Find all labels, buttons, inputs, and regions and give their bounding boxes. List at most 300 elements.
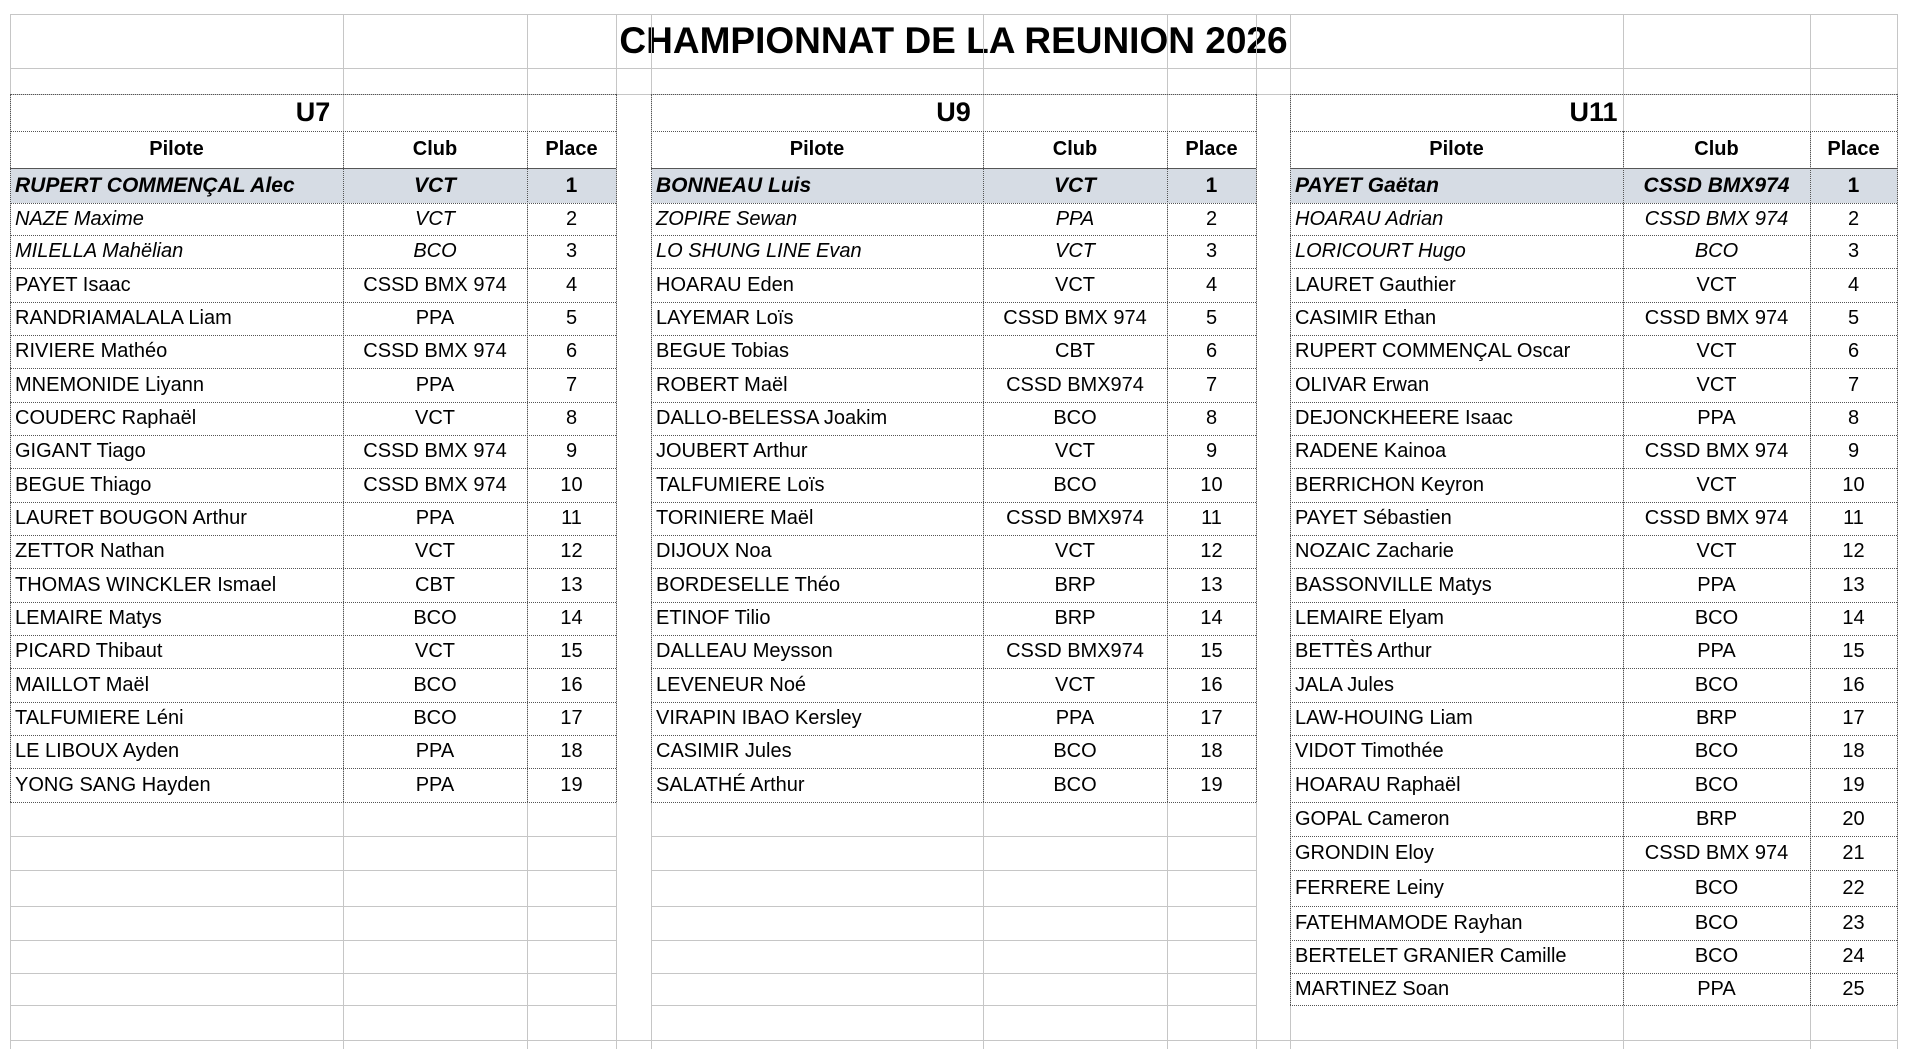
club-cell: VCT	[1055, 240, 1095, 262]
pilote-cell: RADENE Kainoa	[1295, 440, 1447, 462]
grid-line	[10, 1005, 616, 1006]
column-header-place: Place	[1827, 138, 1880, 160]
place-cell: 16	[560, 673, 583, 696]
grid-line	[1290, 131, 1897, 132]
pilote-cell: GOPAL Cameron	[1295, 807, 1450, 830]
grid-line	[10, 131, 616, 132]
pilote-cell: ZETTOR Nathan	[15, 540, 165, 562]
place-cell: 19	[560, 773, 583, 796]
grid-line	[10, 602, 616, 603]
pilote-cell: TALFUMIERE Léni	[15, 707, 184, 729]
pilote-cell: LO SHUNG LINE Evan	[656, 240, 862, 262]
pilote-cell: ROBERT Maël	[656, 373, 788, 396]
pilote-cell: LEMAIRE Matys	[15, 607, 162, 629]
place-cell: 5	[1205, 307, 1218, 329]
grid-line	[651, 735, 1256, 736]
club-cell: VCT	[1055, 440, 1095, 462]
pilote-cell: CASIMIR Jules	[656, 740, 792, 762]
club-cell: PPA	[415, 740, 455, 762]
club-cell: VCT	[1055, 673, 1095, 696]
pilote-cell: BERTELET GRANIER Camille	[1295, 945, 1567, 967]
club-cell: PPA	[1697, 977, 1736, 1000]
grid-line	[1810, 131, 1811, 1005]
club-cell: BCO	[413, 673, 457, 696]
pilote-cell: LAURET BOUGON Arthur	[15, 507, 247, 529]
grid-line	[651, 94, 652, 802]
grid-line	[1290, 940, 1897, 941]
grid-line	[1256, 94, 1257, 802]
grid-line	[651, 335, 1256, 336]
place-cell: 3	[565, 240, 578, 262]
pilote-cell: BERRICHON Keyron	[1295, 473, 1484, 496]
pilote-cell: BETTÈS Arthur	[1295, 640, 1432, 662]
club-cell: PPA	[1697, 640, 1736, 662]
grid-line	[527, 131, 528, 802]
grid-line	[651, 535, 1256, 536]
place-cell: 16	[1842, 673, 1865, 696]
club-cell: CSSD BMX 974	[1644, 440, 1789, 462]
club-cell: CSSD BMX974	[1643, 173, 1790, 197]
grid-line	[651, 870, 1256, 871]
place-cell: 21	[1842, 841, 1865, 864]
grid-line	[1623, 131, 1624, 1005]
place-cell: 7	[1205, 373, 1218, 396]
club-cell: CBT	[415, 573, 455, 596]
place-cell: 7	[565, 373, 578, 396]
grid-line	[651, 302, 1256, 303]
pilote-cell: MARTINEZ Soan	[1295, 977, 1450, 1000]
place-cell: 18	[1842, 740, 1865, 762]
place-cell: 17	[1200, 707, 1223, 729]
place-cell: 6	[1205, 340, 1218, 362]
grid-line	[10, 973, 616, 974]
grid-line	[1290, 973, 1897, 974]
grid-line	[651, 368, 1256, 369]
grid-line	[983, 131, 984, 802]
grid-line	[10, 335, 616, 336]
grid-line	[1290, 203, 1897, 204]
pilote-cell: TALFUMIERE Loïs	[656, 473, 825, 496]
grid-line	[651, 168, 1256, 169]
place-cell: 25	[1842, 977, 1865, 1000]
grid-line	[10, 502, 616, 503]
place-cell: 17	[560, 707, 583, 729]
grid-line	[651, 635, 1256, 636]
place-cell: 1	[565, 173, 578, 197]
place-cell: 13	[560, 573, 583, 596]
club-cell: CSSD BMX 974	[1644, 307, 1789, 329]
club-cell: BCO	[1694, 740, 1739, 762]
club-cell: BCO	[1053, 473, 1097, 496]
grid-line	[651, 502, 1256, 503]
column-header-pilote: Pilote	[1429, 138, 1484, 160]
club-cell: VCT	[415, 207, 455, 230]
grid-line	[651, 435, 1256, 436]
place-cell: 17	[1842, 707, 1865, 729]
grid-line	[1290, 435, 1897, 436]
club-cell: CSSD BMX 974	[1644, 207, 1789, 230]
grid-line	[651, 468, 1256, 469]
club-cell: PPA	[1697, 573, 1736, 596]
pilote-cell: LORICOURT Hugo	[1295, 240, 1466, 262]
place-cell: 4	[565, 273, 578, 296]
place-cell: 10	[560, 473, 583, 496]
place-cell: 8	[1205, 407, 1218, 429]
grid-line	[343, 131, 344, 802]
pilote-cell: ZOPIRE Sewan	[656, 207, 798, 230]
grid-line	[1290, 468, 1897, 469]
place-cell: 16	[1200, 673, 1223, 696]
place-cell: 14	[560, 607, 583, 629]
pilote-cell: BORDESELLE Théo	[656, 573, 841, 596]
pilote-cell: THOMAS WINCKLER Ismael	[15, 573, 277, 596]
place-cell: 9	[1205, 440, 1218, 462]
club-cell: VCT	[415, 407, 455, 429]
grid-line	[10, 203, 616, 204]
place-cell: 11	[1843, 507, 1864, 529]
grid-line	[651, 602, 1256, 603]
pilote-cell: FATEHMAMODE Rayhan	[1295, 911, 1523, 934]
club-cell: CSSD BMX974	[1006, 373, 1144, 396]
grid-line	[10, 68, 1897, 69]
club-cell: CSSD BMX 974	[363, 340, 507, 362]
club-cell: VCT	[1696, 540, 1737, 562]
grid-line	[10, 940, 616, 941]
place-cell: 3	[1205, 240, 1218, 262]
place-cell: 15	[1842, 640, 1865, 662]
grid-line	[10, 302, 616, 303]
pilote-cell: CASIMIR Ethan	[1295, 307, 1437, 329]
place-cell: 15	[560, 640, 583, 662]
pilote-cell: PAYET Isaac	[15, 273, 131, 296]
grid-line	[651, 268, 1256, 269]
grid-line	[10, 735, 616, 736]
category-title: U7	[295, 97, 331, 127]
club-cell: BRP	[1054, 607, 1096, 629]
grid-line	[1290, 668, 1897, 669]
place-cell: 8	[565, 407, 578, 429]
place-cell: 4	[1847, 273, 1860, 296]
club-cell: VCT	[415, 540, 455, 562]
club-cell: BCO	[413, 607, 457, 629]
pilote-cell: FERRERE Leiny	[1295, 876, 1444, 899]
place-cell: 23	[1842, 911, 1865, 934]
pilote-cell: LEMAIRE Elyam	[1295, 607, 1444, 629]
club-cell: PPA	[415, 307, 455, 329]
place-cell: 2	[1205, 207, 1218, 230]
pilote-cell: MAILLOT Maël	[15, 673, 150, 696]
grid-line	[651, 836, 1256, 837]
pilote-cell: LE LIBOUX Ayden	[15, 740, 180, 762]
club-cell: PPA	[1055, 707, 1095, 729]
category-title: U9	[936, 97, 971, 127]
place-cell: 2	[1847, 207, 1860, 230]
pilote-cell: DIJOUX Noa	[656, 540, 772, 562]
place-cell: 22	[1842, 876, 1865, 899]
grid-line	[10, 635, 616, 636]
grid-line	[10, 802, 616, 803]
place-cell: 12	[1842, 540, 1865, 562]
pilote-cell: HOARAU Raphaël	[1295, 773, 1461, 796]
pilote-cell: GIGANT Tiago	[15, 440, 146, 462]
grid-line	[651, 235, 1256, 236]
club-cell: VCT	[1696, 473, 1737, 496]
grid-line	[10, 235, 616, 236]
place-cell: 1	[1847, 173, 1860, 197]
place-cell: 11	[1201, 507, 1222, 529]
grid-line	[10, 768, 616, 769]
grid-line	[1290, 768, 1897, 769]
club-cell: VCT	[1696, 273, 1737, 296]
pilote-cell: BEGUE Thiago	[15, 473, 152, 496]
place-cell: 14	[1200, 607, 1223, 629]
club-cell: VCT	[1696, 373, 1737, 396]
pilote-cell: SALATHÉ Arthur	[656, 773, 805, 796]
grid-line	[651, 94, 1256, 95]
club-cell: VCT	[415, 640, 455, 662]
place-cell: 7	[1847, 373, 1860, 396]
pilote-cell: HOARAU Adrian	[1295, 207, 1444, 230]
club-cell: PPA	[415, 373, 455, 396]
grid-line	[10, 1040, 1897, 1041]
pilote-cell: PAYET Sébastien	[1295, 507, 1452, 529]
place-cell: 18	[560, 740, 583, 762]
place-cell: 4	[1205, 273, 1218, 296]
grid-line	[1290, 94, 1291, 1005]
pilote-cell: PICARD Thibaut	[15, 640, 163, 662]
place-cell: 10	[1842, 473, 1865, 496]
club-cell: VCT	[1055, 540, 1095, 562]
grid-line	[10, 702, 616, 703]
pilote-cell: TORINIERE Maël	[656, 507, 814, 529]
place-cell: 6	[565, 340, 578, 362]
club-cell: BRP	[1054, 573, 1096, 596]
club-cell: CSSD BMX974	[1006, 640, 1144, 662]
grid-line	[1290, 735, 1897, 736]
sheet-title: CHAMPIONNAT DE LA REUNION 2026	[619, 20, 1288, 61]
grid-line	[1290, 368, 1897, 369]
place-cell: 10	[1200, 473, 1223, 496]
club-cell: VCT	[414, 173, 456, 197]
club-cell: PPA	[1697, 407, 1736, 429]
category-title: U11	[1569, 97, 1618, 127]
place-cell: 11	[561, 507, 582, 529]
place-cell: 1	[1205, 173, 1218, 197]
club-cell: PPA	[415, 773, 455, 796]
pilote-cell: DALLEAU Meysson	[656, 640, 833, 662]
pilote-cell: JOUBERT Arthur	[656, 440, 808, 462]
club-cell: BCO	[1694, 673, 1739, 696]
grid-line	[651, 402, 1256, 403]
pilote-cell: BEGUE Tobias	[656, 340, 790, 362]
club-cell: CSSD BMX 974	[363, 440, 507, 462]
place-cell: 19	[1842, 773, 1865, 796]
club-cell: CSSD BMX 974	[363, 273, 507, 296]
grid-line	[1290, 836, 1897, 837]
pilote-cell: ETINOF Tilio	[656, 607, 771, 629]
grid-line	[1290, 802, 1897, 803]
place-cell: 5	[1847, 307, 1860, 329]
place-cell: 15	[1200, 640, 1223, 662]
grid-line	[651, 973, 1256, 974]
grid-line	[1897, 94, 1898, 1005]
place-cell: 19	[1200, 773, 1223, 796]
grid-line	[651, 768, 1256, 769]
grid-line	[10, 268, 616, 269]
club-cell: BCO	[1694, 607, 1739, 629]
pilote-cell: HOARAU Eden	[656, 273, 794, 296]
grid-line	[1167, 131, 1168, 802]
club-cell: PPA	[1055, 207, 1095, 230]
place-cell: 9	[565, 440, 578, 462]
grid-line	[1290, 94, 1897, 95]
pilote-cell: OLIVAR Erwan	[1295, 373, 1430, 396]
club-cell: PPA	[415, 507, 455, 529]
club-cell: VCT	[1696, 340, 1737, 362]
grid-line	[10, 906, 616, 907]
column-header-pilote: Pilote	[149, 138, 204, 160]
column-header-club: Club	[1694, 138, 1739, 160]
grid-line	[651, 203, 1256, 204]
club-cell: BCO	[1694, 945, 1739, 967]
grid-line	[10, 14, 1897, 15]
club-cell: CSSD BMX974	[1006, 507, 1144, 529]
grid-line	[1290, 1005, 1897, 1006]
club-cell: CSSD BMX 974	[1644, 507, 1789, 529]
grid-line	[1290, 568, 1897, 569]
grid-line	[1290, 302, 1897, 303]
place-cell: 12	[560, 540, 583, 562]
grid-line	[1290, 906, 1897, 907]
pilote-cell: LEVENEUR Noé	[656, 673, 807, 696]
pilote-cell: RUPERT COMMENÇAL Alec	[15, 173, 295, 197]
grid-line	[1290, 502, 1897, 503]
pilote-cell: DALLO-BELESSA Joakim	[656, 407, 888, 429]
club-cell: BCO	[1053, 407, 1097, 429]
column-header-pilote: Pilote	[789, 138, 845, 160]
column-header-place: Place	[545, 138, 598, 160]
club-cell: BCO	[1053, 740, 1097, 762]
pilote-cell: BONNEAU Luis	[656, 173, 812, 197]
club-cell: VCT	[1054, 173, 1096, 197]
pilote-cell: LAURET Gauthier	[1295, 273, 1456, 296]
grid-line	[10, 468, 616, 469]
place-cell: 18	[1200, 740, 1223, 762]
club-cell: BRP	[1695, 807, 1738, 830]
pilote-cell: NAZE Maxime	[15, 207, 144, 230]
grid-line	[651, 668, 1256, 669]
grid-line	[1290, 602, 1897, 603]
grid-line	[1290, 870, 1897, 871]
pilote-cell: JALA Jules	[1295, 673, 1394, 696]
pilote-cell: PAYET Gaëtan	[1295, 173, 1439, 197]
place-cell: 6	[1847, 340, 1860, 362]
place-cell: 24	[1842, 945, 1865, 967]
place-cell: 2	[565, 207, 578, 230]
place-cell: 5	[565, 307, 578, 329]
grid-line	[10, 368, 616, 369]
pilote-cell: COUDERC Raphaël	[15, 407, 197, 429]
grid-line	[651, 802, 1256, 803]
place-cell: 8	[1847, 407, 1860, 429]
club-cell: BCO	[1053, 773, 1097, 796]
pilote-cell: BASSONVILLE Matys	[1295, 573, 1492, 596]
grid-line	[1290, 335, 1897, 336]
place-cell: 14	[1842, 607, 1865, 629]
grid-line	[1290, 535, 1897, 536]
place-cell: 12	[1200, 540, 1223, 562]
grid-line	[651, 1005, 1256, 1006]
club-cell: CSSD BMX 974	[1003, 307, 1147, 329]
club-cell: BRP	[1695, 707, 1738, 729]
grid-line	[10, 168, 616, 169]
club-cell: BCO	[1694, 876, 1739, 899]
column-header-club: Club	[412, 138, 458, 160]
grid-line	[651, 568, 1256, 569]
club-cell: BCO	[413, 240, 457, 262]
grid-line	[616, 94, 617, 802]
pilote-cell: GRONDIN Eloy	[1295, 841, 1434, 864]
place-cell: 13	[1200, 573, 1223, 596]
grid-line	[10, 836, 616, 837]
club-cell: BCO	[413, 707, 457, 729]
grid-line	[651, 702, 1256, 703]
pilote-cell: MILELLA Mahëlian	[15, 240, 184, 262]
pilote-cell: LAW-HOUING Liam	[1295, 707, 1473, 729]
grid-line	[1290, 635, 1897, 636]
grid-line	[10, 94, 616, 95]
pilote-cell: DEJONCKHEERE Isaac	[1295, 407, 1513, 429]
grid-line	[1290, 168, 1897, 169]
pilote-cell: NOZAIC Zacharie	[1295, 540, 1454, 562]
pilote-cell: RANDRIAMALALA Liam	[15, 307, 232, 329]
place-cell: 13	[1842, 573, 1865, 596]
pilote-cell: VIDOT Timothée	[1295, 740, 1444, 762]
club-cell: CSSD BMX 974	[1644, 841, 1789, 864]
place-cell: 20	[1842, 807, 1865, 830]
grid-line	[1290, 235, 1897, 236]
pilote-cell: RUPERT COMMENÇAL Oscar	[1295, 340, 1571, 362]
grid-line	[10, 870, 616, 871]
grid-line	[10, 435, 616, 436]
club-cell: CSSD BMX 974	[363, 473, 507, 496]
club-cell: CBT	[1055, 340, 1095, 362]
pilote-cell: YONG SANG Hayden	[15, 773, 211, 796]
place-cell: 9	[1847, 440, 1860, 462]
club-cell: BCO	[1694, 240, 1739, 262]
grid-line	[651, 906, 1256, 907]
grid-line	[10, 94, 11, 802]
column-header-club: Club	[1052, 138, 1098, 160]
grid-line	[1290, 702, 1897, 703]
grid-line	[10, 568, 616, 569]
grid-line	[1290, 402, 1897, 403]
pilote-cell: VIRAPIN IBAO Kersley	[656, 707, 862, 729]
grid-line	[1290, 268, 1897, 269]
grid-line	[651, 131, 1256, 132]
column-header-place: Place	[1185, 138, 1238, 160]
pilote-cell: MNEMONIDE Liyann	[15, 373, 204, 396]
grid-line	[10, 535, 616, 536]
grid-line	[10, 402, 616, 403]
pilote-cell: LAYEMAR Loïs	[656, 307, 794, 329]
grid-line	[651, 940, 1256, 941]
pilote-cell: RIVIERE Mathéo	[15, 340, 168, 362]
place-cell: 3	[1847, 240, 1860, 262]
grid-line	[10, 668, 616, 669]
club-cell: BCO	[1694, 773, 1739, 796]
club-cell: VCT	[1055, 273, 1095, 296]
